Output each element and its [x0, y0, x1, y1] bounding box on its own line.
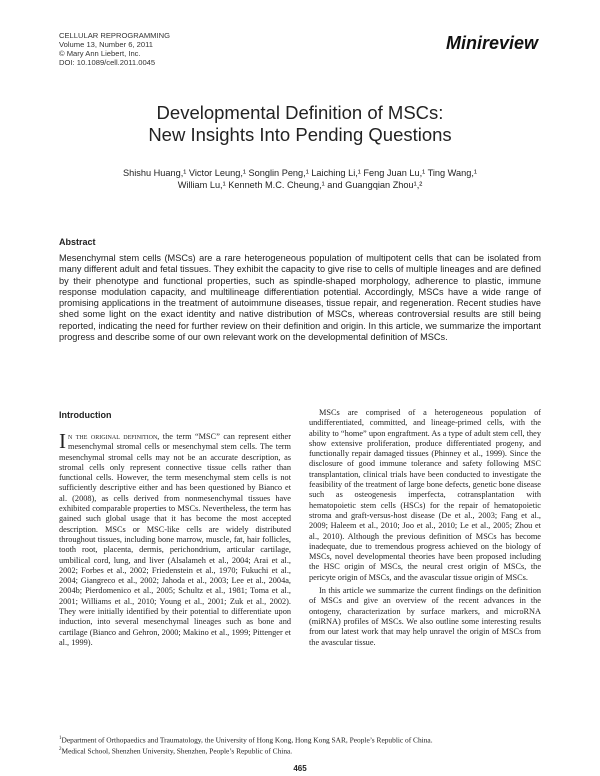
authors-line-1: Shishu Huang,¹ Victor Leung,¹ Songlin Peng,¹ Laiching Li,¹ Feng Juan Lu,¹ Ting Wang,¹ [123, 168, 477, 178]
paper-title [0, 102, 600, 146]
affiliation-mark-2: 2 [59, 746, 62, 752]
journal-info [59, 31, 170, 67]
journal-doi: DOI: 10.1089/cell.2011.0045 [59, 58, 156, 67]
intro-paragraph-2: MSCs are comprised of a heterogeneous population of undifferentiated, committed, and lineage-primed cells, with the ability to “home” upon engraftment. As a type of adult stem cell, they show extensive proliferation, produce differentiated progeny, and functionally repair damaged tissues (Phinney et al., 1999). Since the disclosure of good immune tolerance and safety following MSC transplantation, clinical trials have been conducted to investigate the feasibility of the treatment of large bone defects, genetic bone disease such as osteogenesis imperfecta, cotransplantation with hematopoietic stem cells (HSCs) for the repair of hematopoietic stroma and graft-versus-host disease (De et al., 2003; Fang et al., 2009; Haleem et al., 2010; Joo et al., 2010; Le et al., 2005; Zhou et al., 2010). Although the previous definition of MSCs has become inadequate, due to tremendous progress achieved on the biology of MSCs, novel developmental theories have been proposed including the HSC origin of MSCs, the neural crest origin of MSCs, the pericyte origin of MSCs, and the avascular tissue origin of MSCs. [309, 408, 541, 582]
lead-in: n the original definition, [68, 432, 160, 441]
affiliation-2: $^2$Medical School, Shenzhen University, Shenzhen, People’s Republic of China. [59, 746, 293, 756]
intro-paragraph-1 [59, 429, 291, 648]
abstract-text: Mesenchymal stem cells (MSCs) are a rare heterogeneous population of multipotent cells that can be isolated from many different adult and fetal tissues. They exhibit the capacity to give rise to cells of multiple lineages and are defined by their phenotype and functional properties, such as spindle-shaped morphology, adherence to plastic, immune response modulation capacity, and multilineage differentiation potential. Accordingly, MSCs have a wide range of promising applications in the treatment of autoimmune diseases, tissue repair, and regeneration. Recent studies have shed some light on the exact identity and native distribution of MSCs, whereas controversial results are still being reported, indicating the need for further review on their definition and origin. In this article, we summarize the important progress and describe some of our own relevant work on the developmental definition of MSCs. [59, 253, 541, 343]
journal-copyright: © Mary Ann Liebert, Inc. [59, 49, 141, 58]
section-tag: Minireview [445, 33, 538, 53]
journal-name: CELLULAR REPROGRAMMING [59, 31, 170, 40]
intro-paragraph-3: In this article we summarize the current findings on the definition of MSCs and give an overview of the recent advances in the ontogeny, characterization by surface markers, and microRNA (miRNA) profiles of MSCs. We also outline some interesting results from our latest work that may help unravel the origin of MSCs from the avascular tissue. [309, 586, 541, 647]
affiliation-mark-1: 1 [59, 736, 62, 741]
page-number: 465 [293, 764, 307, 773]
affiliations [59, 734, 433, 756]
title-line-2: New Insights Into Pending Questions [148, 124, 452, 145]
intro-left-text: the term “MSC” can represent either mesenchymal stromal cells or mesenchymal stem cells. The term mesenchymal stromal cells may not be an accurate description, as stromal cells only represent connective tissue cells rather than functional cells. However, the term mesenchymal stem cells is not sufficiently descriptive either and has been questioned by Bianco et al. (2008), as cells derived from nonmesenchymal tissues have exhibited comparable properties to MSCs. Nevertheless, the term has gained such global usage that it has become the most accepted description. MSCs or MSC-like cells are widely distributed throughout tissues, including bone marrow, muscle, fat, hair follicles, tooth root, placenta, dermis, perichondrium, articular cartilage, umbilical cord, lung, and liver (Alsalameh et al., 2004; Arai et al., 2002; Forbes et al., 2002; Friedenstein et al., 1970; Fukuchi et al., 2004; Giangreco et al., 2002; Jahoda et al., 2003; Lee et al., 2004a, 2004b; Pierdomenico et al., 2005; Schultz et al., 1981; Toma et al., 2001; Williams et al., 2010; Young et al., 2001; Zuk et al., 2002). They were initially identified by their potential to differentiate upon induction, into several mesenchymal lineages such as bone and cartilage (Bianco and Gehron, 2000; Makino et al., 1999; Pittenger et al., 1999). [59, 432, 291, 647]
drop-cap: I [59, 429, 66, 453]
introduction-heading: Introduction [59, 410, 112, 420]
authors-line-2: William Lu,¹ Kenneth M.C. Cheung,¹ and Guangqian Zhou¹,² [177, 180, 423, 190]
column-left [59, 429, 291, 648]
column-right [309, 408, 541, 648]
title-line-1: Developmental Definition of MSCs: [156, 102, 444, 123]
abstract-heading: Abstract [59, 237, 96, 247]
affiliation-1: $^1$Department of Orthopaedics and Traumatology, the University of Hong Kong, Hong Kong SAR, People’s Republic of China. [59, 735, 433, 745]
author-list [120, 167, 480, 191]
journal-volume: Volume 13, Number 6, 2011 [59, 40, 153, 49]
